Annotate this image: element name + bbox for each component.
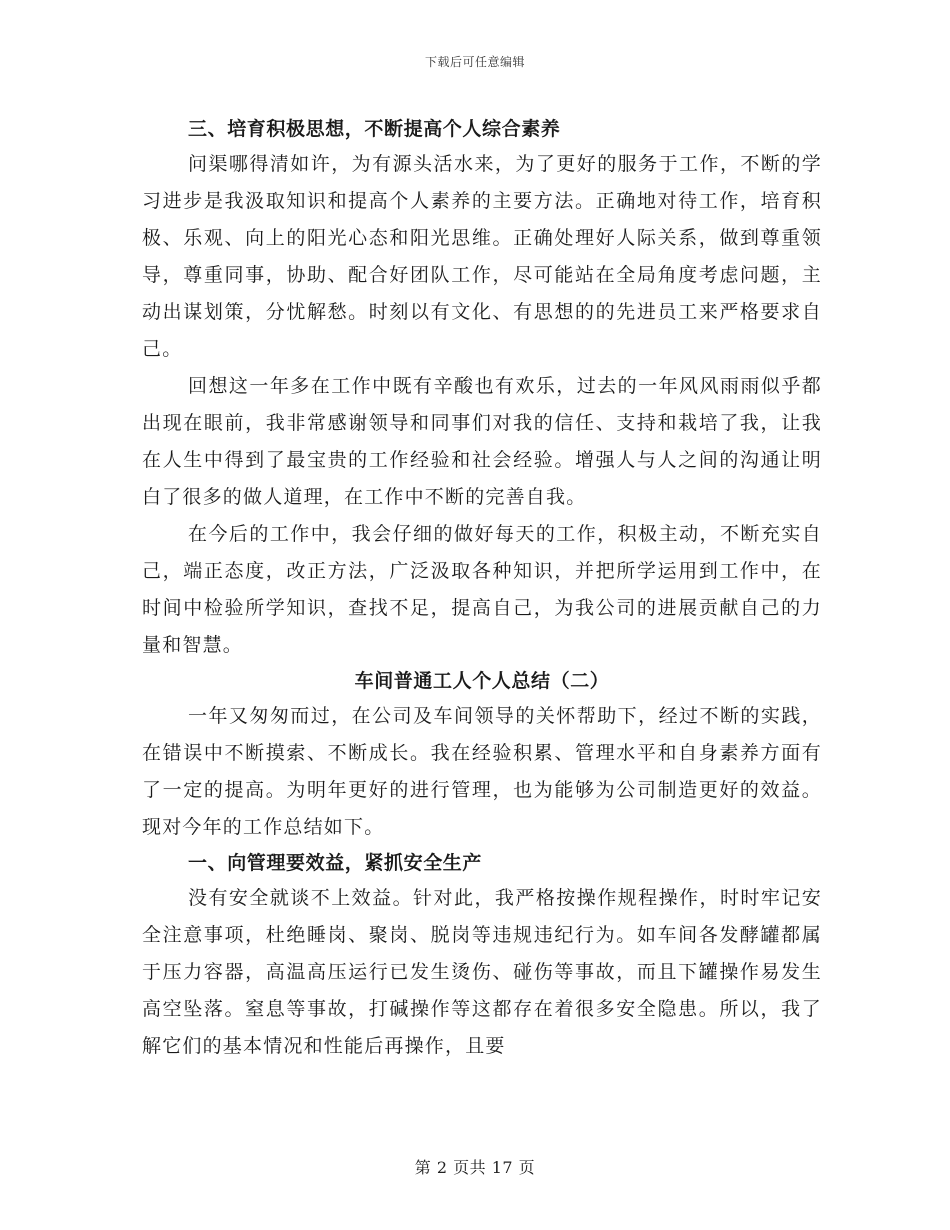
body-paragraph: 没有安全就谈不上效益。针对此，我严格按操作规程操作，时时牢记安全注意事项，杜绝睡岗、聚岗、脱岗等违规违纪行为。如车间各发酵罐都属于压力容器，高温高压运行已发生烫伤、碰伤等事故，而且下罐操作易发生高空坠落。窒息等事故，打碱操作等这都存在着很多安全隐患。所以，我了解它们的基本情况和性能后再操作，且要: [142, 887, 822, 1057]
document-title: 车间普通工人个人总结（二）: [354, 670, 610, 692]
header-note: 下载后可任意编辑: [424, 55, 525, 69]
document-body: [142, 112, 822, 1065]
body-paragraph: 在今后的工作中，我会仔细的做好每天的工作，积极主动，不断充实自己，端正态度，改正方法，广泛汲取各种知识，并把所学运用到工作中，在时间中检验所学知识，查找不足，提高自己，为我公司的进展贡献自己的力量和智慧。: [142, 523, 822, 656]
body-paragraph: 回想这一年多在工作中既有辛酸也有欢乐，过去的一年风风雨雨似乎都出现在眼前，我非常感谢领导和同事们对我的信任、支持和栽培了我，让我在人生中得到了最宝贵的工作经验和社会经验。增强人与人之间的沟通让明白了很多的做人道理，在工作中不断的完善自我。: [142, 375, 822, 508]
body-paragraph: 问渠哪得清如许，为有源头活水来，为了更好的服务于工作，不断的学习进步是我汲取知识和提高个人素养的主要方法。正确地对待工作，培育积极、乐观、向上的阳光心态和阳光思维。正确处理好人际关系，做到尊重领导，尊重同事，协助、配合好团队工作，尽可能站在全局角度考虑问题，主动出谋划策，分忧解愁。时刻以有文化、有思想的的先进员工来严格要求自己。: [142, 153, 822, 360]
page-number-footer: 第 2 页共 17 页: [414, 1158, 536, 1177]
section-heading: 三、培育积极思想，不断提高个人综合素养: [188, 118, 561, 140]
body-paragraph: 一年又匆匆而过，在公司及车间领导的关怀帮助下，经过不断的实践，在错误中不断摸索、不断成长。我在经验积累、管理水平和自身素养方面有了一定的提高。为明年更好的进行管理，也为能够为公司制造更好的效益。现对今年的工作总结如下。: [142, 705, 822, 838]
section-heading: 一、向管理要效益，紧抓安全生产: [188, 852, 483, 874]
